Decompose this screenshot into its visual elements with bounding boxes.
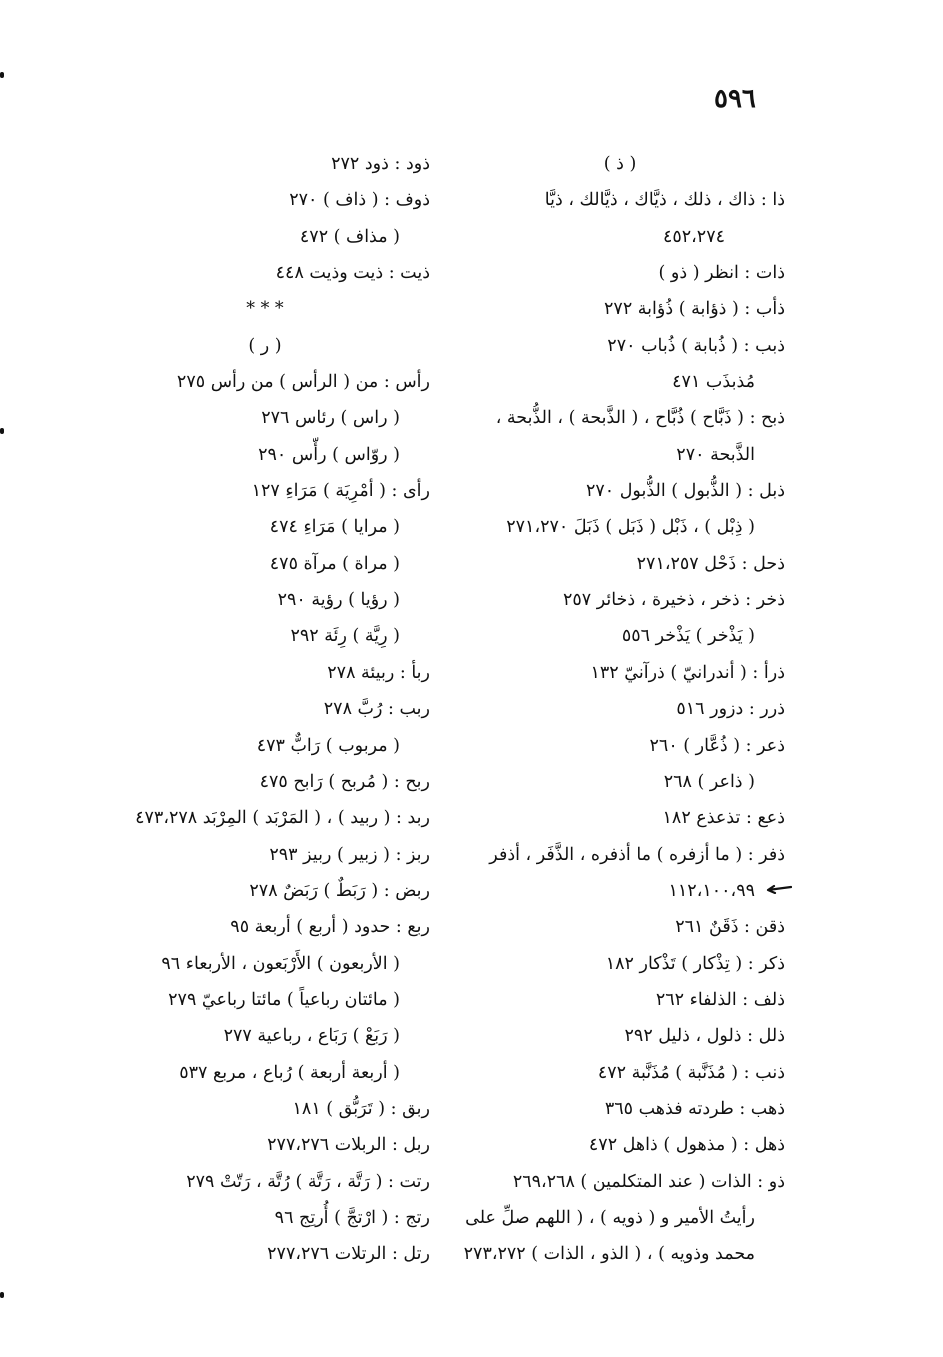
left-column-entry-line: ربق : ( تَرَبُّق ) ١٨١ xyxy=(292,1098,430,1119)
right-column-entry-line: ذعر : ( ذُعَّار ) ٢٦٠ xyxy=(649,735,785,756)
right-column-entry-line: ذا : ذاك ، ذلك ، ذيَّاك ، ذيَّالك ، ذيَّا xyxy=(544,190,785,211)
left-column-entry-line: ذوف : ( ذاف ) ٢٧٠ xyxy=(289,190,430,211)
right-column-entry-line: ذهل : ( مذهول ) ذاهل ٤٧٢ xyxy=(588,1135,785,1156)
right-column-entry-line: ذرأ : ( أندرانيّ ) ذرآنيّ ١٣٢ xyxy=(590,662,785,683)
left-column-entry-line: ( ر ) xyxy=(248,335,282,356)
left-column-entry-line: ( رَبَعْ ) رَبَاع ، رباعية ٢٧٧ xyxy=(223,1026,400,1047)
right-column-entry-line: ( يَذْخر ) يَذْخر ٥٥٦ xyxy=(621,626,755,647)
right-column-entry-line: ذبح : ( ذَبَّاح ) ذُبَّاح ، ( الذَّبحة ) ، الذُّبحة ، xyxy=(495,408,785,429)
right-column-entry-line: ذحل : ذَحْل ٢٧١،٢٥٧ xyxy=(636,553,785,574)
right-column-entry-line: ٤٥٢،٢٧٤ xyxy=(662,226,725,247)
left-column-entry-line: ( راس ) رئاس ٢٧٦ xyxy=(261,408,400,429)
left-column-entry-line: ( مراة ) مرآة ٤٧٥ xyxy=(269,553,400,574)
scan-edge-mark xyxy=(0,1292,4,1298)
left-column-entry-line: ( رِيَّة ) رِئَة ٢٩٢ xyxy=(290,626,400,647)
left-column-entry-line: ( مائتان رباعياً ) مائتا رباعيّ ٢٧٩ xyxy=(168,989,400,1010)
right-column-entry-line: رأيتُ الأمير و ( ذويه ) ، ( اللهم صلِّ على xyxy=(465,1207,755,1228)
right-column-entry-line: ذات : انظر ( ذو ) xyxy=(658,263,785,284)
left-column-entry-line: رتج : ( ارْتجَّ ) أُرتِج ٩٦ xyxy=(274,1207,430,1228)
left-column-entry-line: ( أربعة أربعة ) رُباع ، مربع ٥٣٧ xyxy=(179,1062,400,1083)
right-column-entry-line: ذعع : تذعذع ١٨٢ xyxy=(662,808,785,829)
scan-edge-mark xyxy=(0,428,4,434)
left-column-entry-line: ربض : ( رَبَطٌ ) رَبَضٌ ٢٧٨ xyxy=(249,880,430,901)
left-column-entry-line: ربز : ( زبير ) ربيز ٢٩٣ xyxy=(269,844,430,865)
right-column-entry-line: ١١٢،١٠٠،٩٩ xyxy=(668,880,755,901)
left-column-entry-line: ( مربوب ) رَابٌّ ٤٧٣ xyxy=(256,735,400,756)
left-column-entry-line: ( روّاس ) رأّس ٢٩٠ xyxy=(258,444,400,465)
left-column-entry-line: ربد : ( ربيد ) ، ( المَرْبَد ) المِرْبَد ٤٧٣،٢٧٨ xyxy=(135,808,430,829)
page-number: ٥٩٦ xyxy=(714,84,756,114)
right-column-entry-line: ذقن : ذَقَنٌ ٢٦١ xyxy=(675,917,785,938)
left-column-entry-line: رأى : ( أمْرِيَة ) مَرَاءِ ١٢٧ xyxy=(251,481,430,502)
left-column-entry-line: ربب : رُبَّ ٢٧٨ xyxy=(323,699,430,720)
left-column-entry-line: ربح : ( مُربح ) رَابح ٤٧٥ xyxy=(259,771,430,792)
right-column-entry-line: محمد وذويه ) ، ( الذو ، الذات ) ٢٧٣،٢٧٢ xyxy=(463,1244,755,1265)
left-column-entry-line: ذيت : ذيت وذيت ٤٤٨ xyxy=(275,263,430,284)
right-column-entry-line: مُذبذَب ٤٧١ xyxy=(672,372,755,393)
left-column-entry-line: ربل : الربلات ٢٧٧،٢٧٦ xyxy=(267,1135,430,1156)
left-column-entry-line: ( الأربعون ) الأَرْبَعون ، الأربعاء ٩٦ xyxy=(161,953,400,974)
right-column-entry-line: ذأب : ( ذؤابة ) ذُؤابة ٢٧٢ xyxy=(604,299,785,320)
right-column-entry-line: الذَّبحة ٢٧٠ xyxy=(676,444,755,465)
right-column-entry-line: ذنب : ( مُذَنَّبة ) مُذَنَّبة ٤٧٢ xyxy=(597,1062,785,1083)
right-column-entry-line: ( ذ ) xyxy=(603,154,637,174)
left-column xyxy=(100,146,430,1273)
left-column-entry-line: رأس : من ( الرأس ) من رأس ٢٧٥ xyxy=(176,372,430,393)
right-column-entry-line: ذهب : طردته فذهب ٣٦٥ xyxy=(604,1098,785,1119)
right-column-entry-line: ذبب : ( ذُبابة ) ذُباب ٢٧٠ xyxy=(607,335,785,356)
left-column-entry-line: رتت : ( رَتَّة ، رَتَّة ) رُتَّة ، رَتّتْ ٢٧٩ xyxy=(186,1171,430,1192)
right-column-entry-line: ذلف : الذلفاء ٢٦٢ xyxy=(655,989,785,1010)
right-column-entry-line: ( ذِبْل ) ، ذَبْل ( ذَبَل ) ذَبَلَ ٢٧١،٢٧٠ xyxy=(506,517,755,538)
left-column-entry-line: * * * xyxy=(246,299,284,320)
left-column-entry-line: ( مذاف ) ٤٧٢ xyxy=(299,226,400,247)
right-column-entry-line: ذخر : ذخر ، ذخيرة ، ذخائر ٢٥٧ xyxy=(562,590,785,611)
right-column-entry-line: ذفر : ( ما أزفره ) ما أذفره ، الذَّفَر ، أذفر xyxy=(489,844,785,865)
right-column-entry-line: ذكر : ( تِذْكار ) تَذْكار ١٨٢ xyxy=(605,953,785,974)
right-column-entry-line: ذلل : ذلول ، ذليل ٢٩٢ xyxy=(624,1026,785,1047)
left-column-entry-line: ربع : حدود ( أربع ) أربعة ٩٥ xyxy=(230,917,430,938)
left-column-entry-line: ( رؤيا ) رؤية ٢٩٠ xyxy=(277,590,400,611)
left-column-entry-line: ذود : ذود ٢٧٢ xyxy=(331,154,430,174)
right-column-entry-line: ذبل : ( الذُّبول ) الذُّبول ٢٧٠ xyxy=(585,481,785,502)
left-column-entry-line: ربأ : ربيئة ٢٧٨ xyxy=(327,662,430,683)
right-column-entry-line: ذرر : دزور ٥١٦ xyxy=(676,699,785,720)
right-column-entry-line: ذو : الذات ( عند المتكلمين ) ٢٦٩،٢٦٨ xyxy=(512,1171,785,1192)
right-column xyxy=(455,146,785,1273)
left-column-entry-line: ( مرايا ) مَرَاءِ ٤٧٤ xyxy=(269,517,400,538)
left-column-entry-line: رتل : الرتلات ٢٧٧،٢٧٦ xyxy=(267,1244,430,1265)
right-column-entry-line: ( ذاعر ) ٢٦٨ xyxy=(663,771,755,792)
margin-arrow-mark xyxy=(764,884,792,894)
scan-edge-mark xyxy=(0,72,4,78)
